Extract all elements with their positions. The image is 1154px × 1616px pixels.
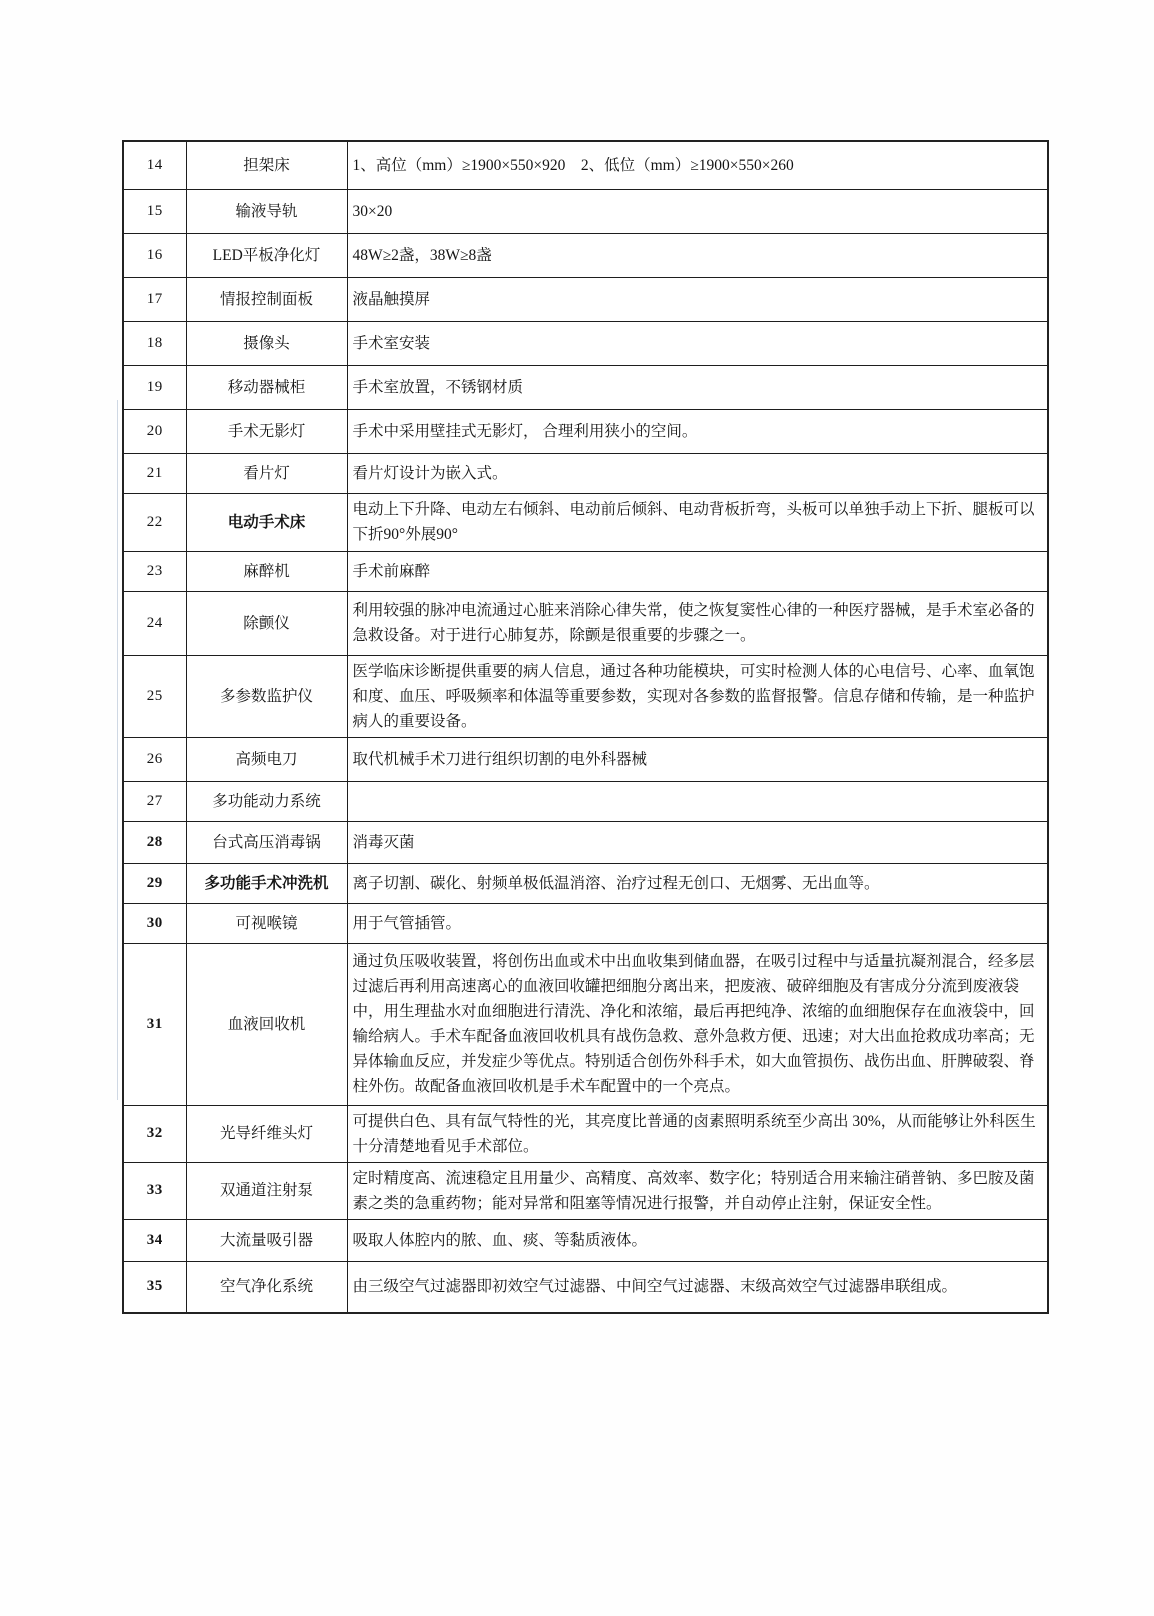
row-number-cell: 26 — [123, 737, 186, 781]
item-name-cell: 血液回收机 — [186, 943, 347, 1105]
item-name-cell: 空气净化系统 — [186, 1261, 347, 1313]
item-name-cell: 手术无影灯 — [186, 409, 347, 453]
row-number-cell: 29 — [123, 863, 186, 903]
table-row — [123, 321, 1048, 365]
row-number-cell: 18 — [123, 321, 186, 365]
item-desc-cell: 吸取人体腔内的脓、血、痰、等黏质液体。 — [347, 1219, 1048, 1261]
item-name-cell: LED平板净化灯 — [186, 233, 347, 277]
table-row — [123, 943, 1048, 1105]
row-number-cell: 22 — [123, 493, 186, 551]
item-desc-cell: 由三级空气过滤器即初效空气过滤器、中间空气过滤器、末级高效空气过滤器串联组成。 — [347, 1261, 1048, 1313]
table-row — [123, 863, 1048, 903]
item-name-cell: 高频电刀 — [186, 737, 347, 781]
row-number-cell: 27 — [123, 781, 186, 821]
item-desc-cell: 液晶触摸屏 — [347, 277, 1048, 321]
table-row — [123, 493, 1048, 551]
row-number-cell: 24 — [123, 591, 186, 655]
item-name-cell: 电动手术床 — [186, 493, 347, 551]
table-row — [123, 737, 1048, 781]
item-name-cell: 大流量吸引器 — [186, 1219, 347, 1261]
item-name-cell: 多参数监护仪 — [186, 655, 347, 737]
row-number-cell: 30 — [123, 903, 186, 943]
row-number-cell: 25 — [123, 655, 186, 737]
item-desc-cell: 1、高位（mm）≥1900×550×920 2、低位（mm）≥1900×550×260 — [347, 141, 1048, 189]
table-row — [123, 141, 1048, 189]
table-row — [123, 1219, 1048, 1261]
row-number-cell: 35 — [123, 1261, 186, 1313]
equipment-spec-table — [122, 140, 1049, 1314]
row-number-cell: 20 — [123, 409, 186, 453]
row-number-cell-with-revision-mark: 28 — [123, 821, 186, 863]
item-desc-cell: 30×20 — [347, 189, 1048, 233]
item-desc-cell — [347, 781, 1048, 821]
row-number-cell: 31 — [123, 943, 186, 1105]
table-row — [123, 1261, 1048, 1313]
item-desc-cell: 医学临床诊断提供重要的病人信息，通过各种功能模块，可实时检测人体的心电信号、心率、血氧饱和度、血压、呼吸频率和体温等重要参数，实现对各参数的监督报警。信息存储和传输，是一种监护病人的重要设备。 — [347, 655, 1048, 737]
item-name-cell: 多功能动力系统 — [186, 781, 347, 821]
row-number-cell: 14 — [123, 141, 186, 189]
item-name-cell: 双通道注射泵 — [186, 1162, 347, 1219]
item-desc-cell: 离子切割、碳化、射频单极低温消溶、治疗过程无创口、无烟雾、无出血等。 — [347, 863, 1048, 903]
row-number-cell: 16 — [123, 233, 186, 277]
item-name-cell: 摄像头 — [186, 321, 347, 365]
row-number-cell: 33 — [123, 1162, 186, 1219]
item-desc-cell: 电动上下升降、电动左右倾斜、电动前后倾斜、电动背板折弯，头板可以单独手动上下折、腿板可以下折90°外展90° — [347, 493, 1048, 551]
item-desc-cell: 取代机械手术刀进行组织切割的电外科器械 — [347, 737, 1048, 781]
item-desc-cell: 利用较强的脉冲电流通过心脏来消除心律失常，使之恢复窦性心律的一种医疗器械，是手术室必备的急救设备。对于进行心肺复苏，除颤是很重要的步骤之一。 — [347, 591, 1048, 655]
item-desc-cell: 用于气管插管。 — [347, 903, 1048, 943]
item-name-cell: 可视喉镜 — [186, 903, 347, 943]
item-name-cell: 光导纤维头灯 — [186, 1105, 347, 1162]
table-row — [123, 277, 1048, 321]
item-desc-cell: 手术中采用壁挂式无影灯， 合理利用狭小的空间。 — [347, 409, 1048, 453]
row-number-cell: 17 — [123, 277, 186, 321]
item-desc-cell: 48W≥2盏，38W≥8盏 — [347, 233, 1048, 277]
item-desc-cell: 手术室安装 — [347, 321, 1048, 365]
table-row — [123, 591, 1048, 655]
table-row — [123, 453, 1048, 493]
table-row — [123, 781, 1048, 821]
item-name-cell: 担架床 — [186, 141, 347, 189]
item-name-cell: 看片灯 — [186, 453, 347, 493]
item-name-cell: 麻醉机 — [186, 551, 347, 591]
table-row — [123, 551, 1048, 591]
table-row — [123, 409, 1048, 453]
item-desc-cell: 消毒灭菌 — [347, 821, 1048, 863]
row-number-cell: 23 — [123, 551, 186, 591]
row-number-cell: 19 — [123, 365, 186, 409]
item-name-cell: 除颤仪 — [186, 591, 347, 655]
item-name-cell: 多功能手术冲洗机 — [186, 863, 347, 903]
table-row — [123, 1162, 1048, 1219]
item-desc-cell: 手术前麻醉 — [347, 551, 1048, 591]
row-number-cell: 34 — [123, 1219, 186, 1261]
table-row — [123, 233, 1048, 277]
table-row — [123, 655, 1048, 737]
item-desc-cell: 手术室放置，不锈钢材质 — [347, 365, 1048, 409]
row-number-cell: 21 — [123, 453, 186, 493]
row-number-cell: 32 — [123, 1105, 186, 1162]
item-desc-cell: 通过负压吸收装置，将创伤出血或术中出血收集到储血器，在吸引过程中与适量抗凝剂混合，经多层过滤后再利用高速离心的血液回收罐把细胞分离出来，把废液、破碎细胞及有害成分分流到废液袋中，用生理盐水对血细胞进行清洗、净化和浓缩，最后再把纯净、浓缩的血细胞保存在血液袋中，回输给病人。手术车配备血液回收机具有战伤急救、意外急救方便、迅速；对大出血抢救成功率高；无异体输血反应，并发症少等优点。特别适合创伤外科手术，如大血管损伤、战伤出血、肝脾破裂、脊柱外伤。故配备血液回收机是手术车配置中的一个亮点。 — [347, 943, 1048, 1105]
item-name-cell: 输液导轨 — [186, 189, 347, 233]
row-number-cell: 15 — [123, 189, 186, 233]
equipment-table-body — [123, 141, 1048, 1313]
table-row — [123, 365, 1048, 409]
item-name-cell: 台式高压消毒锅 — [186, 821, 347, 863]
table-row — [123, 189, 1048, 233]
table-row — [123, 903, 1048, 943]
item-desc-cell: 定时精度高、流速稳定且用量少、高精度、高效率、数字化；特别适合用来输注硝普钠、多巴胺及菌素之类的急重药物；能对异常和阻塞等情况进行报警，并自动停止注射，保证安全性。 — [347, 1162, 1048, 1219]
item-desc-cell: 看片灯设计为嵌入式。 — [347, 453, 1048, 493]
item-name-cell: 移动器械柜 — [186, 365, 347, 409]
table-row — [123, 1105, 1048, 1162]
scan-artifact-line — [117, 400, 118, 1100]
item-name-cell: 情报控制面板 — [186, 277, 347, 321]
table-row — [123, 821, 1048, 863]
item-desc-cell: 可提供白色、具有氙气特性的光，其亮度比普通的卤素照明系统至少高出 30%，从而能够让外科医生十分清楚地看见手术部位。 — [347, 1105, 1048, 1162]
